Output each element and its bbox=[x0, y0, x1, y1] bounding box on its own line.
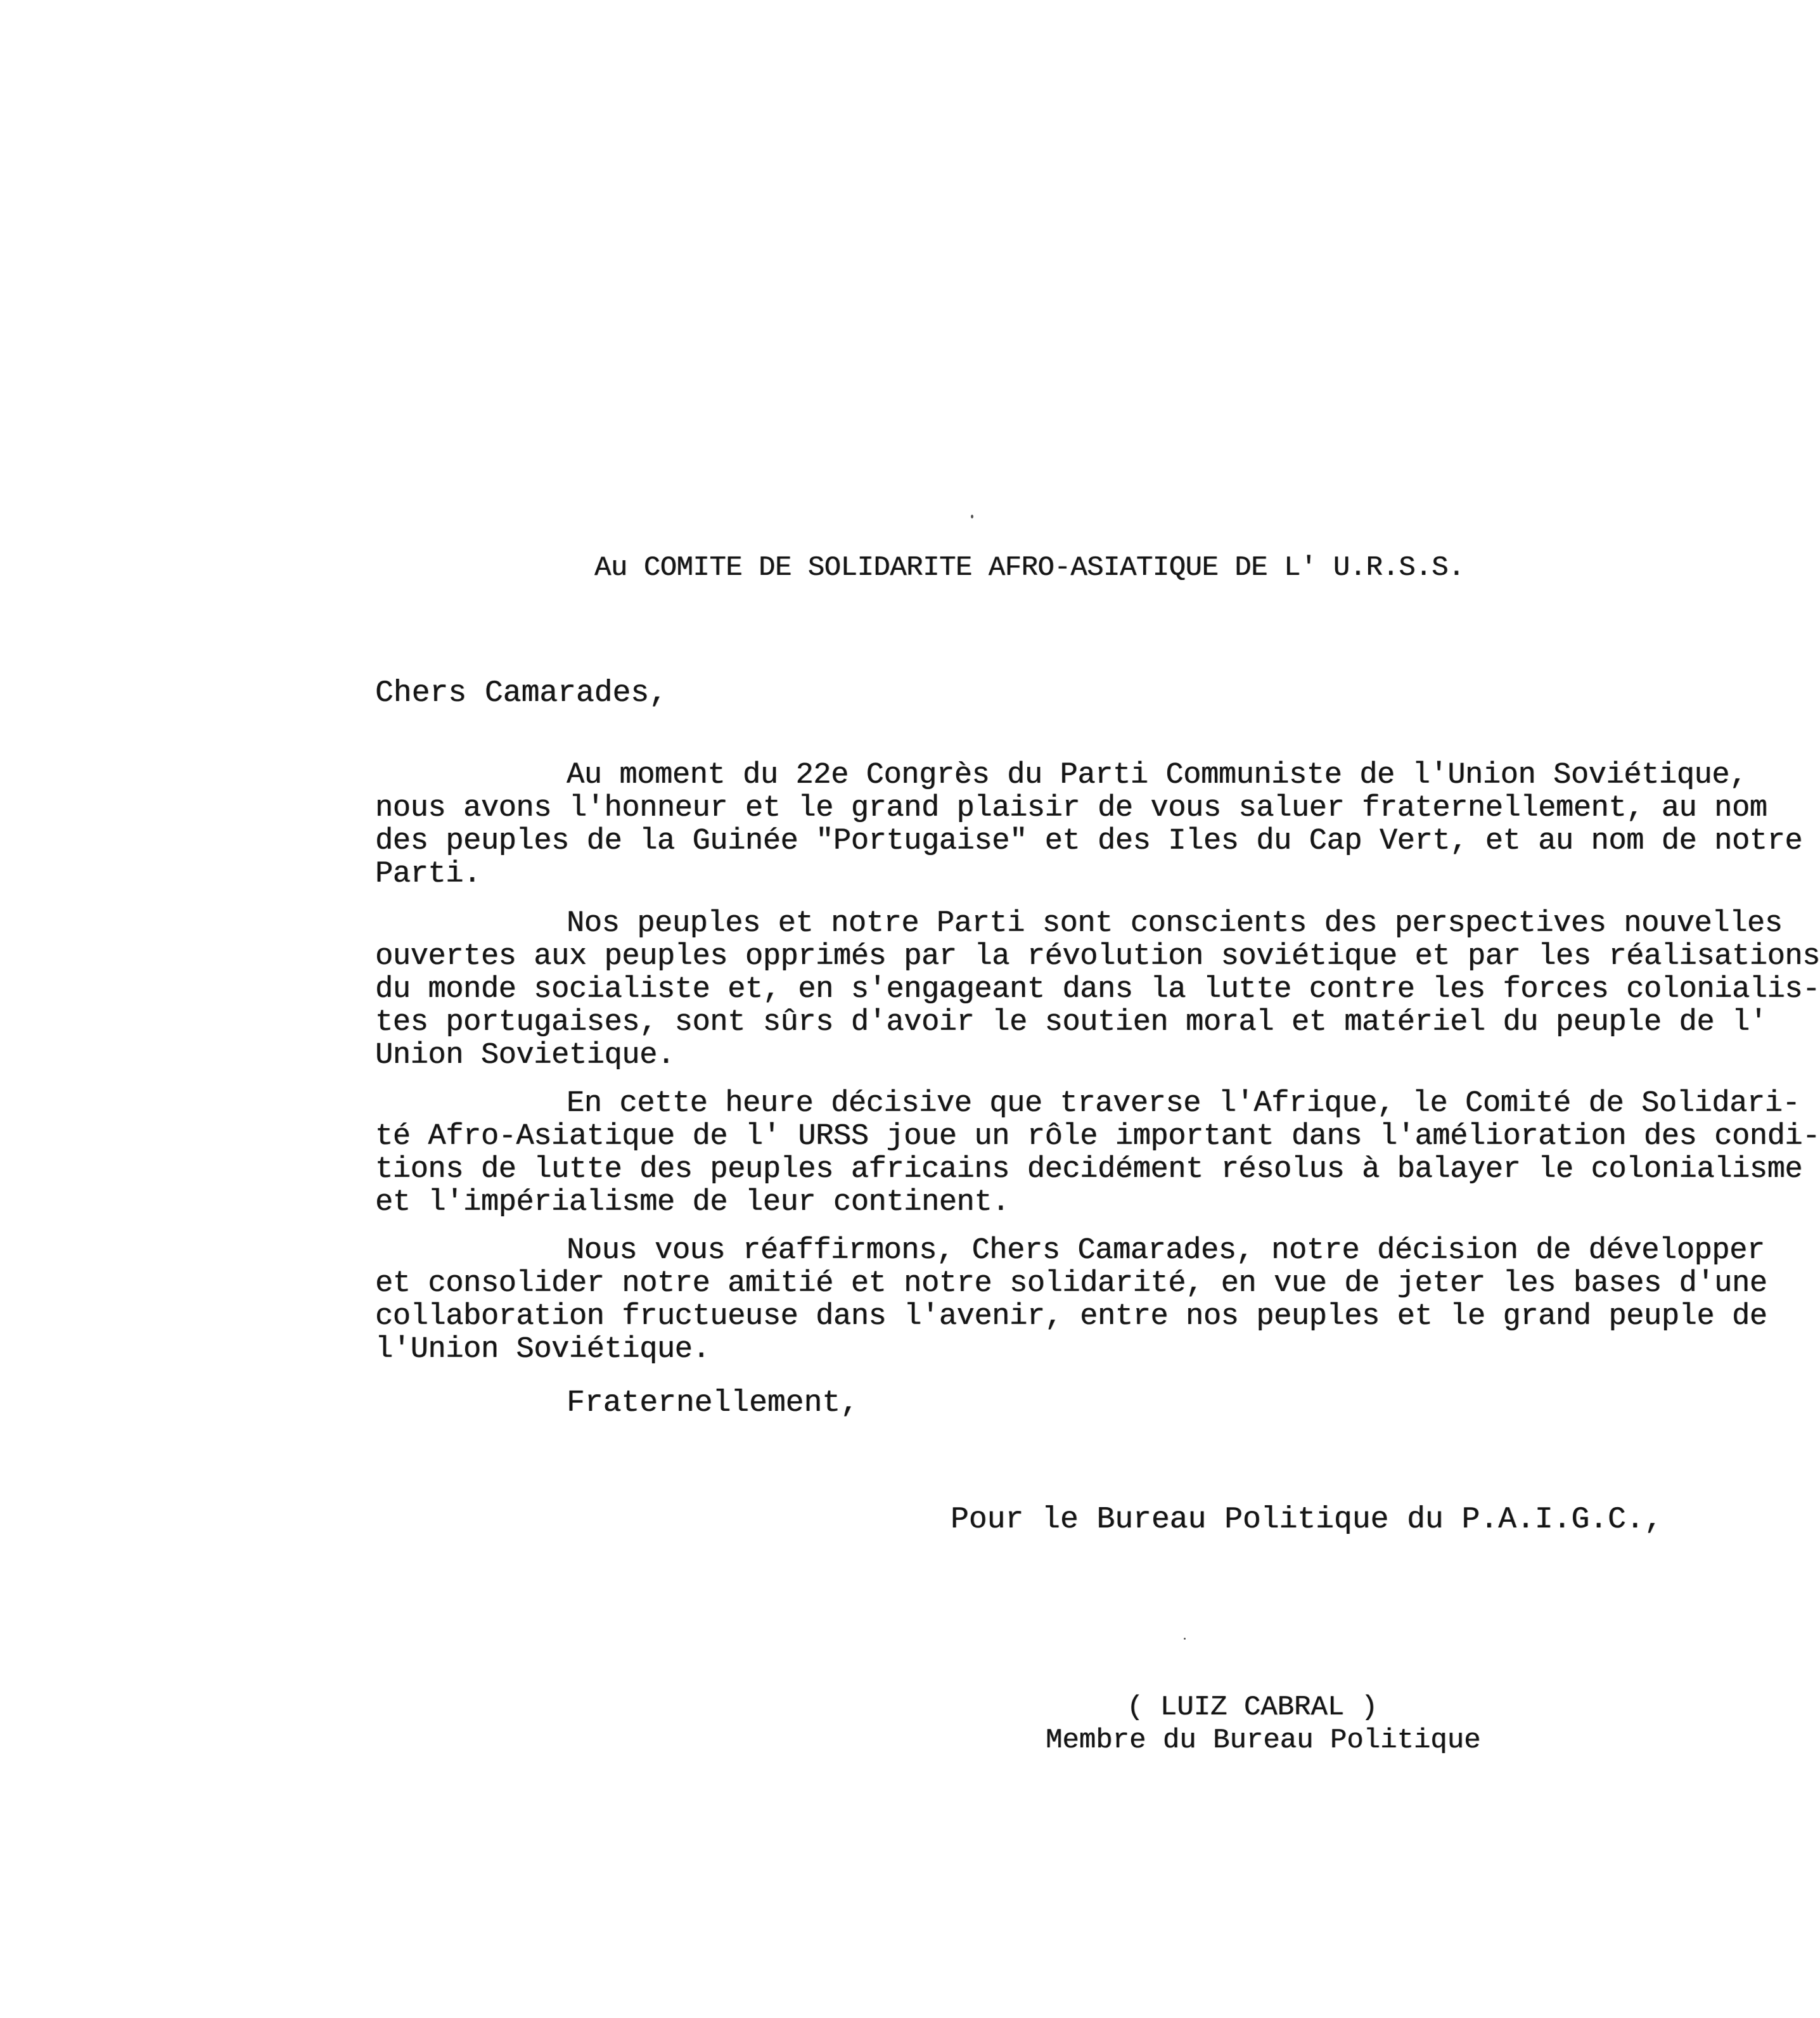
closing: Fraternellement, bbox=[567, 1386, 859, 1420]
scan-speck bbox=[971, 515, 973, 518]
paragraph-line: et consolider notre amitié et notre solidarité, en vue de jeter les bases d'une bbox=[375, 1267, 1767, 1301]
paragraph-line: l'Union Soviétique. bbox=[375, 1333, 710, 1366]
paragraph-line: collaboration fructueuse dans l'avenir, entre nos peuples et le grand peuple de bbox=[375, 1300, 1767, 1334]
paragraph-line: Nos peuples et notre Parti sont conscients des perspectives nouvelles bbox=[567, 907, 1783, 941]
paragraph-line: té Afro-Asiatique de l' URSS joue un rôle important dans l'amélioration des condi- bbox=[375, 1120, 1820, 1154]
paragraph-2 bbox=[375, 907, 1820, 1072]
paragraph-line: tes portugaises, sont sûrs d'avoir le soutien moral et matériel du peuple de l' bbox=[375, 1006, 1767, 1039]
paragraph-line: et l'impérialisme de leur continent. bbox=[375, 1186, 1009, 1219]
paragraph-3 bbox=[375, 1087, 1820, 1219]
on-behalf-line: Pour le Bureau Politique du P.A.I.G.C., bbox=[951, 1503, 1663, 1537]
paragraph-line: du monde socialiste et, en s'engageant dans la lutte contre les forces colonialis- bbox=[375, 973, 1820, 1006]
paragraph-4 bbox=[375, 1234, 1767, 1366]
paragraph-line: Parti. bbox=[375, 858, 481, 891]
paragraph-line: tions de lutte des peuples africains decidément résolus à balayer le colonialisme bbox=[375, 1153, 1803, 1186]
signatory-name: ( LUIZ CABRAL ) bbox=[1127, 1692, 1378, 1723]
paragraph-line: des peuples de la Guinée "Portugaise" et des Iles du Cap Vert, et au nom de notre bbox=[375, 825, 1803, 858]
paragraph-line: En cette heure décisive que traverse l'Afrique, le Comité de Solidari- bbox=[567, 1087, 1800, 1121]
paragraph-line: Union Sovietique. bbox=[375, 1039, 675, 1072]
scan-speck bbox=[1184, 1638, 1186, 1640]
salutation: Chers Camarades, bbox=[375, 676, 667, 710]
letter-heading: Au COMITE DE SOLIDARITE AFRO-ASIATIQUE DE L' U.R.S.S. bbox=[594, 552, 1464, 584]
paragraph-line: Au moment du 22e Congrès du Parti Communiste de l'Union Soviétique, bbox=[567, 759, 1747, 792]
paragraph-1 bbox=[375, 759, 1803, 891]
signatory-role: Membre du Bureau Politique bbox=[1046, 1725, 1481, 1756]
paragraph-line: nous avons l'honneur et le grand plaisir de vous saluer fraternellement, au nom bbox=[375, 792, 1767, 825]
paragraph-line: Nous vous réaffirmons, Chers Camarades, notre décision de développer bbox=[567, 1234, 1765, 1268]
paragraph-line: ouvertes aux peuples opprimés par la révolution soviétique et par les réalisations bbox=[375, 940, 1820, 974]
